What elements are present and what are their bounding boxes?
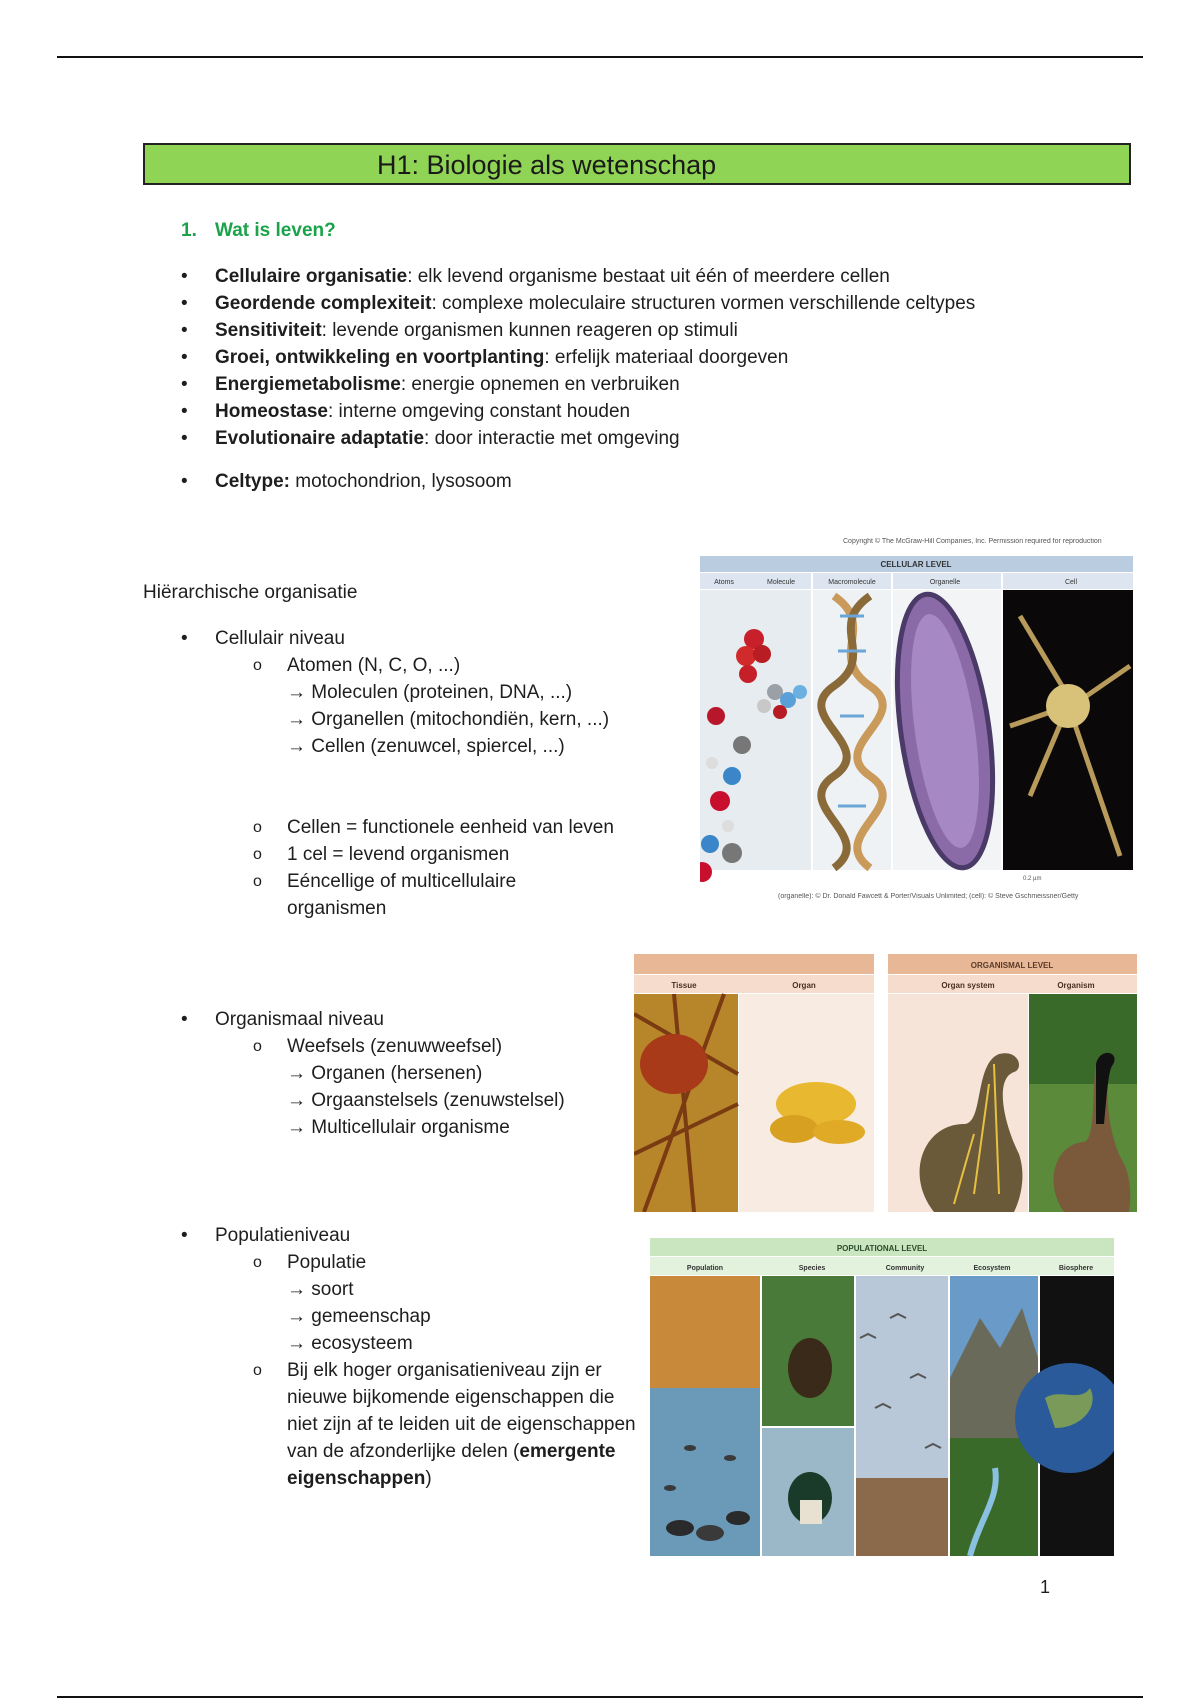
level-label: • Populatieniveau	[181, 1222, 637, 1249]
arrow-item: → Orgaanstelsels (zenuwstelsel)	[287, 1090, 565, 1111]
arrow-item: → gemeenschap	[287, 1306, 431, 1327]
bottom-rule	[57, 1696, 1143, 1698]
arrow-item: → Multicellulair organisme	[287, 1117, 510, 1138]
sub-item: o 1 cel = levend organismen	[181, 841, 614, 868]
level-banner: POPULATIONAL LEVEL	[836, 1244, 928, 1253]
population-level-block	[181, 1222, 637, 1492]
scale-label: 0.2 µm	[1023, 876, 1042, 882]
list-item	[181, 425, 1041, 452]
property-text: : energie opnemen en verbruiken	[400, 374, 680, 395]
property-term: Cellulaire organisatie	[215, 266, 408, 287]
property-term: Homeostase	[215, 401, 328, 422]
sub-item: o Populatie	[181, 1249, 637, 1276]
organismal-level-illustration	[634, 954, 1137, 1212]
list-item	[181, 290, 1041, 317]
level-banner: ORGANISMAL LEVEL	[970, 961, 1054, 970]
level-label: • Organismaal niveau	[181, 1006, 565, 1033]
chapter-title-bar	[143, 143, 1131, 185]
emergent-text: Bij elk hoger organisatieniveau zijn er nieuwe bijkomende eigenschappen die niet zijn af te leiden uit de eigenschappen van de afzonderlijke delen (	[287, 1360, 636, 1462]
level-banner: CELLULAR LEVEL	[880, 560, 952, 569]
level-label: • Cellulair niveau	[181, 625, 614, 652]
property-term: Geordende complexiteit	[215, 293, 432, 314]
cellular-level-illustration	[700, 556, 1133, 896]
column-label: Atoms	[714, 579, 734, 586]
property-text: : erfelijk materiaal doorgeven	[544, 347, 789, 368]
column-label: Species	[798, 1265, 826, 1272]
sub-item: o Weefsels (zenuwweefsel)	[181, 1033, 565, 1060]
emergent-close: )	[425, 1468, 432, 1489]
top-rule	[57, 56, 1143, 58]
column-label: Cell	[1064, 579, 1078, 586]
column-label: Organism	[1057, 981, 1095, 990]
column-label: Molecule	[766, 579, 796, 586]
arrow-item: → soort	[287, 1279, 354, 1300]
column-label: Macromolecule	[828, 579, 876, 586]
list-item	[181, 468, 1041, 495]
arrow-item: → Moleculen (proteinen, DNA, ...)	[287, 682, 573, 703]
property-text: : door interactie met omgeving	[424, 428, 680, 449]
organismal-level-block	[181, 1006, 565, 1141]
cellular-level-block	[181, 625, 614, 922]
property-term: Celtype:	[215, 471, 290, 492]
column-label: Organelle	[929, 579, 961, 586]
sub-item: o Eéncellige of multicellulaire organismen	[181, 868, 587, 922]
figure-credit: (organelle): © Dr. Donald Fawcett & Porter/Visuals Unlimited; (cell): © Steve Gschmeissner/Getty	[778, 893, 1079, 900]
list-item	[181, 263, 1041, 290]
column-label: Ecosystem	[973, 1265, 1011, 1272]
column-label: Organ	[792, 981, 816, 990]
sub-item-emergent	[181, 1357, 637, 1492]
property-term: Sensitiviteit	[215, 320, 322, 341]
column-label: Organ system	[941, 981, 995, 990]
list-item	[181, 398, 1041, 425]
column-label: Biosphere	[1058, 1265, 1094, 1272]
arrow-item: → ecosysteem	[287, 1333, 413, 1354]
cellular-level-figure	[700, 556, 1133, 896]
arrow-item: → Organellen (mitochondiën, kern, ...)	[287, 709, 610, 730]
column-label: Community	[885, 1265, 925, 1272]
section-title: Wat is leven?	[215, 220, 336, 241]
emergent-term: emergente eigenschappen	[287, 1441, 616, 1489]
section-heading	[181, 220, 336, 242]
column-label: Tissue	[671, 981, 697, 990]
property-text: : interne omgeving constant houden	[328, 401, 631, 422]
property-text: : levende organismen kunnen reageren op stimuli	[321, 320, 738, 341]
population-level-figure	[650, 1238, 1114, 1556]
figure-copyright: Copyright © The McGraw-Hill Companies, Inc. Permission required for reproduction	[843, 538, 1102, 545]
organismal-level-figure	[634, 954, 1137, 1212]
sub-item: o Cellen = functionele eenheid van leven	[181, 814, 614, 841]
life-properties-list	[181, 263, 1041, 495]
arrow-item: → Cellen (zenuwcel, spiercel, ...)	[287, 736, 565, 757]
list-item	[181, 344, 1041, 371]
list-item	[181, 317, 1041, 344]
population-level-illustration	[650, 1238, 1114, 1556]
property-text: : complexe moleculaire structuren vormen verschillende celtypes	[431, 293, 976, 314]
section-number: 1.	[181, 220, 197, 241]
property-text: : elk levend organisme bestaat uit één of meerdere cellen	[407, 266, 890, 287]
chapter-title: H1: Biologie als wetenschap	[377, 150, 717, 180]
column-label: Population	[686, 1265, 724, 1272]
hierarchy-title: Hiërarchische organisatie	[143, 582, 358, 603]
property-term: Evolutionaire adaptatie	[215, 428, 425, 449]
sub-item: o Atomen (N, C, O, ...)	[181, 652, 614, 679]
property-term: Energiemetabolisme	[215, 374, 401, 395]
property-text: motochondrion, lysosoom	[289, 471, 512, 492]
list-item	[181, 371, 1041, 398]
arrow-item: → Organen (hersenen)	[287, 1063, 483, 1084]
property-term: Groei, ontwikkeling en voortplanting	[215, 347, 545, 368]
page-number: 1	[1040, 1577, 1051, 1597]
